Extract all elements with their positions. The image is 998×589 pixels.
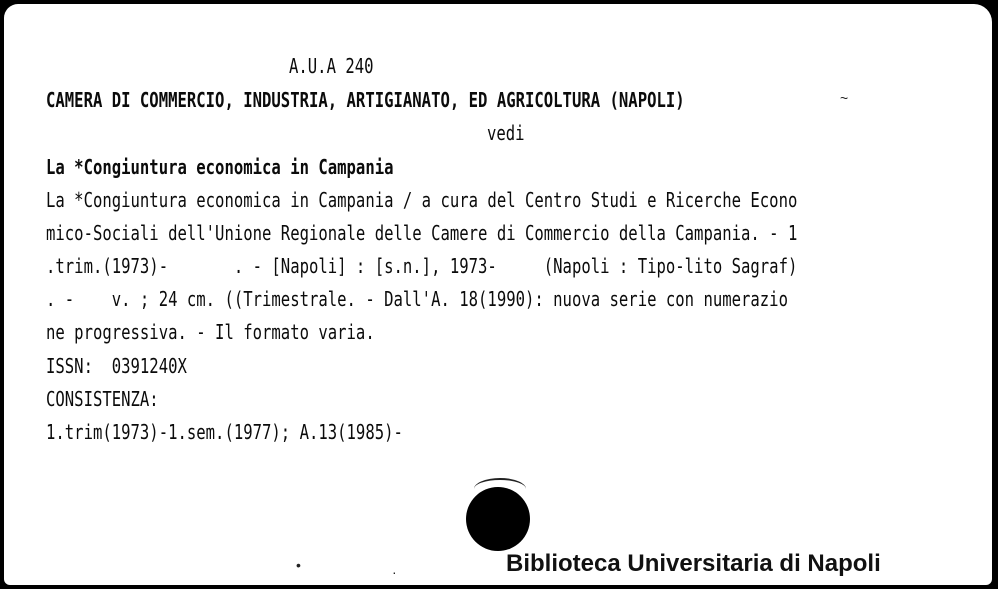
body-line: mico-Sociali dell'Unione Regionale delle Camere di Commercio della Campania. - 1 [46, 221, 798, 245]
body-line: La *Congiuntura economica in Campania / a cura del Centro Studi e Ricerche Econo [46, 188, 798, 212]
see-reference: vedi [487, 121, 525, 145]
library-seal-icon [466, 487, 530, 551]
catalog-card [4, 4, 992, 585]
body-line: .trim.(1973)- . - [Napoli] : [s.n.], 1973- (Napoli : Tipo-lito Sagraf) [46, 254, 798, 278]
shelfmark: A.U.A 240 [289, 54, 374, 78]
holdings-value: 1.trim(1973)-1.sem.(1977); A.13(1985)- [46, 420, 403, 444]
dot-mark: • [296, 557, 301, 573]
issn-line: ISSN: 0391240X [46, 354, 187, 378]
body-line: . - v. ; 24 cm. ((Trimestrale. - Dall'A. 18(1990): nuova serie con numerazio [46, 287, 788, 311]
library-name: Biblioteca Universitaria di Napoli [506, 550, 881, 577]
pen-tick-mark: ~ [840, 90, 849, 106]
dot-mark: · [392, 564, 397, 580]
holdings-label: CONSISTENZA: [46, 387, 159, 411]
corporate-heading: CAMERA DI COMMERCIO, INDUSTRIA, ARTIGIANATO, ED AGRICOLTURA (NAPOLI) [46, 88, 685, 112]
title-heading: La *Congiuntura economica in Campania [46, 155, 394, 179]
body-line: ne progressiva. - Il formato varia. [46, 320, 375, 344]
